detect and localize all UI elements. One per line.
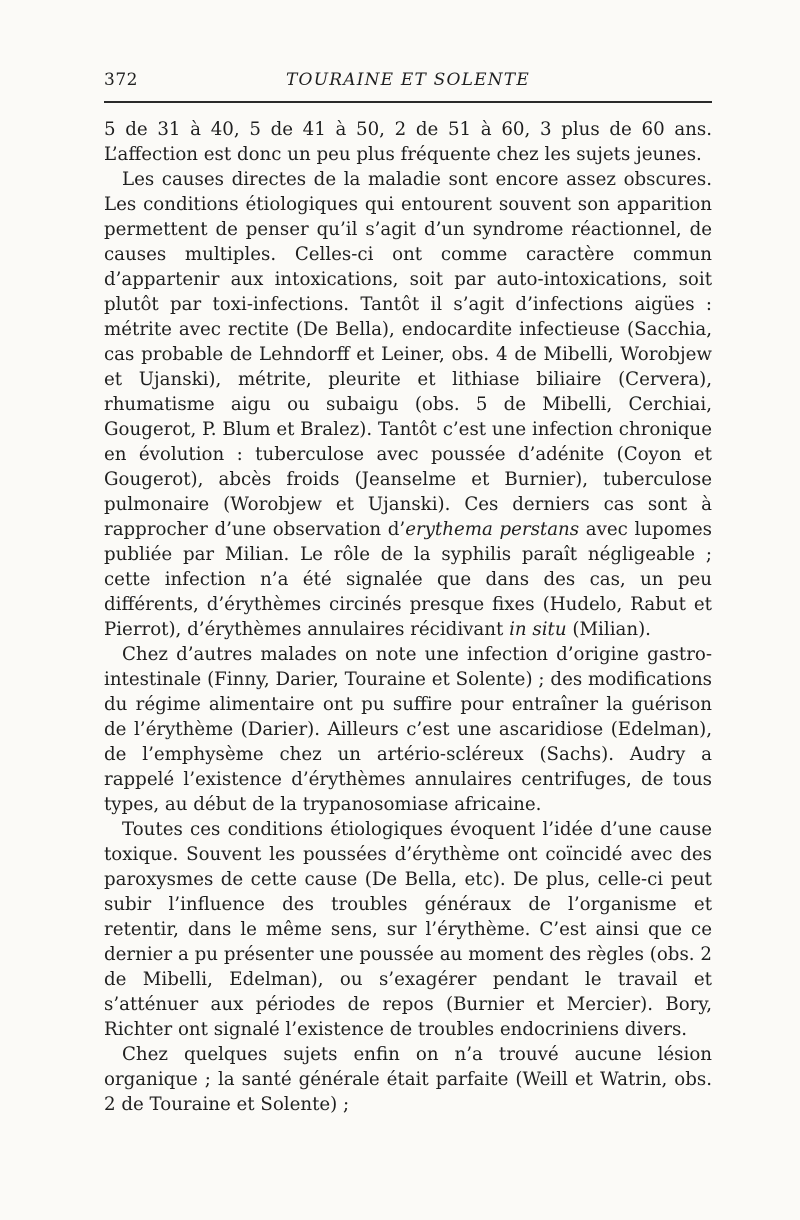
paragraph xyxy=(104,1042,712,1117)
paragraph-text: 5 de 31 à 40, 5 de 41 à 50, 2 de 51 à 60, 3 plus de 60 ans. L’affection est donc un peu plus fréquente chez les sujets jeunes. xyxy=(104,119,712,165)
paragraph-text: avec lupomes publiée par Milian. Le rôle de la syphilis paraît négligeable ; cette infection n’a été signalée que dans des cas, un peu différents, d’érythèmes circinés presque fixes (Hudelo, Rabut et Pierrot), d’érythèmes annulaires récidivant xyxy=(104,519,712,640)
paragraph xyxy=(104,117,712,167)
paragraph-text: Chez d’autres malades on note une infection d’origine gastro-intestinale (Finny, Darier, Touraine et Solente) ; des modifications du régime alimentaire ont pu suffire pour entraîner la guérison de l’érythème (Darier). Ailleurs c’est une ascaridiose (Edelman), de l’emphysème chez un artério-scléreux (Sachs). Audry a rappelé l’existence d’érythèmes annulaires centrifuges, de tous types, au début de la trypanosomiase africaine. xyxy=(104,644,712,815)
italic-text: in situ xyxy=(509,619,567,640)
page-header xyxy=(104,68,712,94)
paragraph-text: (Milian). xyxy=(566,619,651,640)
paragraph xyxy=(104,817,712,1042)
header-rule xyxy=(104,101,712,103)
paragraph-text: Toutes ces conditions étiologiques évoquent l’idée d’une cause toxique. Souvent les poussées d’érythème ont coïncidé avec des paroxysmes de cette cause (De Bella, etc). De plus, celle-ci peut subir l’influence des troubles généraux de l’organisme et retentir, dans le même sens, sur l’érythème. C’est ainsi que ce dernier a pu présenter une poussée au moment des règles (obs. 2 de Mibelli, Edelman), ou s’exagérer pendant le travail et s’atténuer aux périodes de repos (Burnier et Mercier). Bory, Richter ont signalé l’existence de troubles endocriniens divers. xyxy=(104,819,712,1040)
paragraph-text: Les causes directes de la maladie sont encore assez obscures. Les conditions étiologiques qui entourent souvent son apparition permettent de penser qu’il s’agit d’un syndrome réactionnel, de causes multiples. Celles-ci ont comme caractère commun d’appartenir aux intoxications, soit par auto-intoxications, soit plutôt par toxi-infections. Tantôt il s’agit d’infections aigües : métrite avec rectite (De Bella), endocardite infectieuse (Sacchia, cas probable de Lehndorff et Leiner, obs. 4 de Mibelli, Worobjew et Ujanski), métrite, pleurite et lithiase biliaire (Cervera), rhumatisme aigu ou subaigu (obs. 5 de Mibelli, Cerchiai, Gougerot, P. Blum et Bralez). Tantôt c’est une infection chronique en évolution : tuberculose avec poussée d’adénite (Coyon et Gougerot), abcès froids (Jeanselme et Burnier), tuberculose pulmonaire (Worobjew et Ujanski). Ces derniers cas sont à rapprocher d’une observation d’ xyxy=(104,169,712,540)
italic-text: erythema perstans xyxy=(405,519,580,540)
paragraph xyxy=(104,167,712,642)
paragraph xyxy=(104,642,712,817)
paragraph-text: Chez quelques sujets enfin on n’a trouvé aucune lésion organique ; la santé générale était parfaite (Weill et Watrin, obs. 2 de Touraine et Solente) ; xyxy=(104,1044,712,1115)
body-text xyxy=(104,117,712,1117)
running-title: TOURAINE ET SOLENTE xyxy=(286,70,530,90)
page-number: 372 xyxy=(104,70,138,90)
